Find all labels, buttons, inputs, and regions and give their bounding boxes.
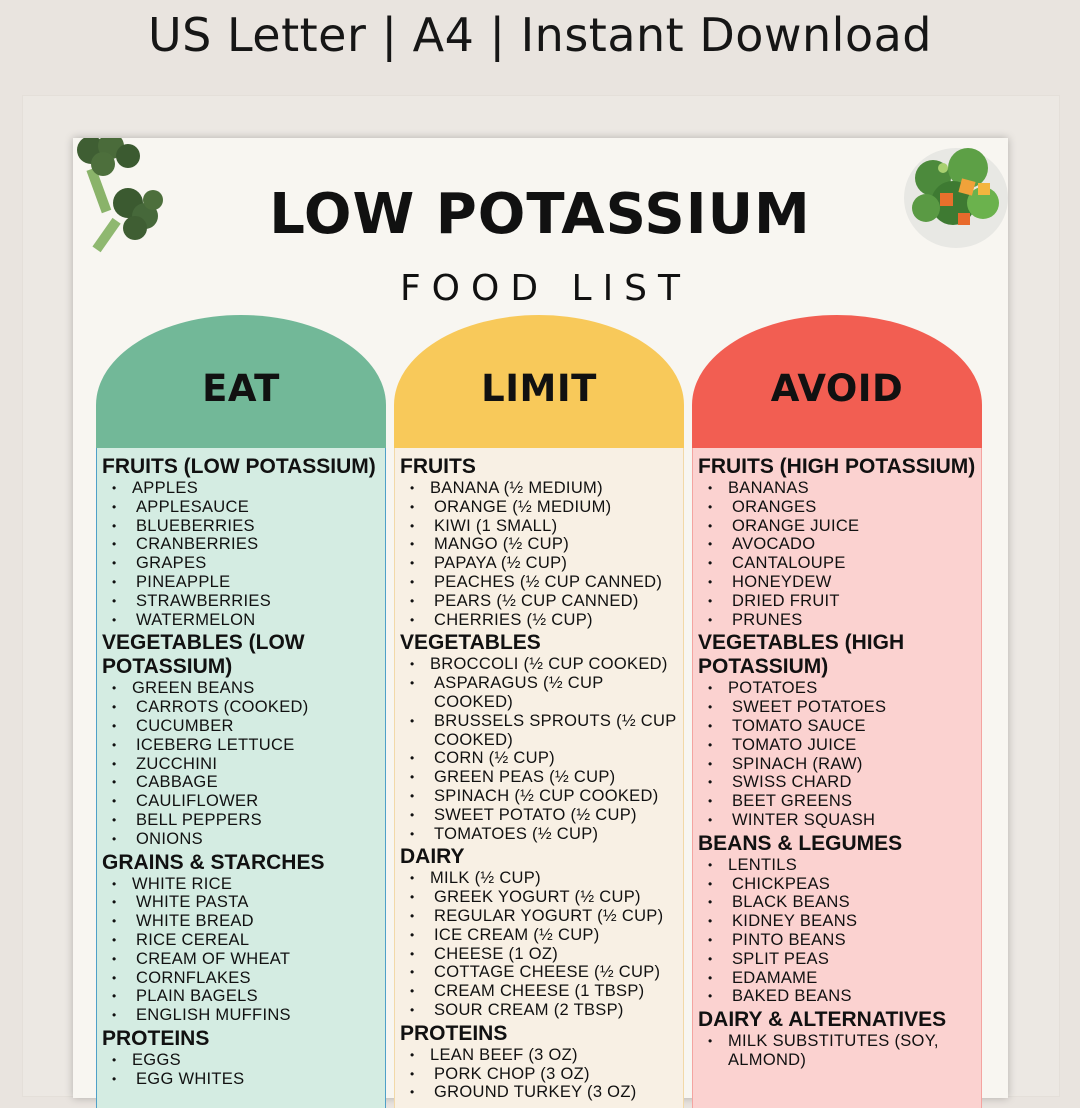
food-item: • SWEET POTATOES bbox=[708, 698, 981, 717]
food-item: • BAKED BEANS bbox=[708, 987, 981, 1006]
food-item: • CREAM OF WHEAT bbox=[112, 950, 385, 969]
food-item: • BRUSSELS SPROUTS (½ CUP COOKED) bbox=[410, 712, 683, 750]
food-item: • CRANBERRIES bbox=[112, 535, 385, 554]
avoid-column bbox=[692, 315, 982, 1095]
food-item: • ICE CREAM (½ CUP) bbox=[410, 926, 683, 945]
food-item: • PINTO BEANS bbox=[708, 931, 981, 950]
food-item: • WINTER SQUASH bbox=[708, 811, 981, 830]
food-list bbox=[102, 875, 385, 1025]
food-item: • CARROTS (COOKED) bbox=[112, 698, 385, 717]
food-list bbox=[698, 1032, 981, 1070]
section-heading: FRUITS (HIGH POTASSIUM) bbox=[698, 455, 976, 478]
food-item: • TOMATO SAUCE bbox=[708, 717, 981, 736]
page-title: LOW POTASSIUM bbox=[269, 182, 811, 247]
food-item: • SOUR CREAM (2 TBSP) bbox=[410, 1001, 683, 1020]
food-item: • CUCUMBER bbox=[112, 717, 385, 736]
food-item: • GRAPES bbox=[112, 554, 385, 573]
section-heading: DAIRY bbox=[400, 845, 465, 869]
food-item: • GREEN BEANS bbox=[112, 679, 385, 698]
food-item: • REGULAR YOGURT (½ CUP) bbox=[410, 907, 683, 926]
food-item: • CHERRIES (½ CUP) bbox=[410, 611, 683, 630]
food-item: • SWEET POTATO (½ CUP) bbox=[410, 806, 683, 825]
food-item: • KIWI (1 SMALL) bbox=[410, 517, 683, 536]
food-item: • BANANA (½ MEDIUM) bbox=[410, 479, 683, 498]
food-item: • APPLESAUCE bbox=[112, 498, 385, 517]
section-heading: DAIRY & ALTERNATIVES bbox=[698, 1008, 947, 1032]
banner-text: US Letter | A4 | Instant Download bbox=[148, 8, 932, 62]
food-item: • PEACHES (½ CUP CANNED) bbox=[410, 573, 683, 592]
food-item: • ZUCCHINI bbox=[112, 755, 385, 774]
food-item: • WHITE BREAD bbox=[112, 912, 385, 931]
food-item: • PAPAYA (½ CUP) bbox=[410, 554, 683, 573]
food-list bbox=[102, 479, 385, 629]
eat-heading: EAT bbox=[96, 315, 386, 448]
section-heading: VEGETABLES (LOW POTASSIUM) bbox=[102, 631, 305, 679]
food-item: • TOMATOES (½ CUP) bbox=[410, 825, 683, 844]
food-item: • AVOCADO bbox=[708, 535, 981, 554]
food-item: • MILK SUBSTITUTES (SOY, ALMOND) bbox=[708, 1032, 981, 1070]
food-item: • MILK (½ CUP) bbox=[410, 869, 683, 888]
food-list bbox=[102, 1051, 385, 1089]
section-heading: VEGETABLES bbox=[400, 631, 541, 655]
food-item: • ORANGE JUICE bbox=[708, 517, 981, 536]
avoid-list bbox=[692, 448, 982, 1108]
food-item: • CORN (½ CUP) bbox=[410, 749, 683, 768]
food-item: • SPINACH (RAW) bbox=[708, 755, 981, 774]
food-list bbox=[400, 655, 683, 843]
food-item: • CHEESE (1 OZ) bbox=[410, 945, 683, 964]
food-item: • BELL PEPPERS bbox=[112, 811, 385, 830]
food-item: • WHITE RICE bbox=[112, 875, 385, 894]
food-item: • EGGS bbox=[112, 1051, 385, 1070]
food-item: • PLAIN BAGELS bbox=[112, 987, 385, 1006]
food-item: • PEARS (½ CUP CANNED) bbox=[410, 592, 683, 611]
food-item: • ICEBERG LETTUCE bbox=[112, 736, 385, 755]
food-item: • EDAMAME bbox=[708, 969, 981, 988]
food-item: • KIDNEY BEANS bbox=[708, 912, 981, 931]
section-heading: PROTEINS bbox=[102, 1026, 210, 1050]
food-item: • SWISS CHARD bbox=[708, 773, 981, 792]
food-item: • ENGLISH MUFFINS bbox=[112, 1006, 385, 1025]
limit-column bbox=[394, 315, 684, 1102]
food-list bbox=[400, 869, 683, 1019]
food-item: • CHICKPEAS bbox=[708, 875, 981, 894]
food-item: • RICE CEREAL bbox=[112, 931, 385, 950]
limit-list bbox=[394, 448, 684, 1108]
food-item: • BROCCOLI (½ CUP COOKED) bbox=[410, 655, 683, 674]
food-item: • COTTAGE CHEESE (½ CUP) bbox=[410, 963, 683, 982]
food-item: • BEET GREENS bbox=[708, 792, 981, 811]
section-heading: FRUITS bbox=[400, 455, 476, 478]
avoid-heading: AVOID bbox=[692, 315, 982, 448]
food-item: • GREEN PEAS (½ CUP) bbox=[410, 768, 683, 787]
food-item: • MANGO (½ CUP) bbox=[410, 535, 683, 554]
food-item: • GROUND TURKEY (3 OZ) bbox=[410, 1083, 683, 1102]
food-item: • SPLIT PEAS bbox=[708, 950, 981, 969]
food-item: • ONIONS bbox=[112, 830, 385, 849]
food-item: • SPINACH (½ CUP COOKED) bbox=[410, 787, 683, 806]
food-item: • STRAWBERRIES bbox=[112, 592, 385, 611]
food-item: • HONEYDEW bbox=[708, 573, 981, 592]
food-item: • CABBAGE bbox=[112, 773, 385, 792]
food-list bbox=[102, 679, 385, 848]
food-item: • APPLES bbox=[112, 479, 385, 498]
food-item: • DRIED FRUIT bbox=[708, 592, 981, 611]
limit-heading: LIMIT bbox=[394, 315, 684, 448]
food-item: • PORK CHOP (3 OZ) bbox=[410, 1065, 683, 1084]
section-heading: GRAINS & STARCHES bbox=[102, 850, 325, 874]
section-heading: PROTEINS bbox=[400, 1021, 508, 1045]
food-item: • POTATOES bbox=[708, 679, 981, 698]
food-list bbox=[698, 856, 981, 1006]
food-list bbox=[400, 1046, 683, 1102]
food-item: • CANTALOUPE bbox=[708, 554, 981, 573]
section-heading: VEGETABLES (HIGH POTASSIUM) bbox=[698, 631, 905, 679]
food-list bbox=[698, 679, 981, 829]
food-item: • LEAN BEEF (3 OZ) bbox=[410, 1046, 683, 1065]
food-list bbox=[400, 479, 683, 629]
page-subtitle: FOOD LIST bbox=[399, 268, 692, 309]
food-item: • LENTILS bbox=[708, 856, 981, 875]
food-item: • CREAM CHEESE (1 TBSP) bbox=[410, 982, 683, 1001]
eat-column bbox=[96, 315, 386, 1095]
food-item: • PRUNES bbox=[708, 611, 981, 630]
section-heading: BEANS & LEGUMES bbox=[698, 831, 903, 855]
food-item: • WHITE PASTA bbox=[112, 893, 385, 912]
food-item: • TOMATO JUICE bbox=[708, 736, 981, 755]
food-item: • ORANGES bbox=[708, 498, 981, 517]
food-item: • ASPARAGUS (½ CUP COOKED) bbox=[410, 674, 683, 712]
eat-list bbox=[96, 448, 386, 1108]
food-item: • EGG WHITES bbox=[112, 1070, 385, 1089]
section-heading: FRUITS (LOW POTASSIUM) bbox=[102, 455, 376, 478]
food-item: • ORANGE (½ MEDIUM) bbox=[410, 498, 683, 517]
food-item: • CAULIFLOWER bbox=[112, 792, 385, 811]
food-item: • BLUEBERRIES bbox=[112, 517, 385, 536]
food-item: • GREEK YOGURT (½ CUP) bbox=[410, 888, 683, 907]
food-item: • PINEAPPLE bbox=[112, 573, 385, 592]
food-item: • BANANAS bbox=[708, 479, 981, 498]
food-item: • WATERMELON bbox=[112, 611, 385, 630]
food-list bbox=[698, 479, 981, 629]
food-item: • CORNFLAKES bbox=[112, 969, 385, 988]
food-item: • BLACK BEANS bbox=[708, 893, 981, 912]
